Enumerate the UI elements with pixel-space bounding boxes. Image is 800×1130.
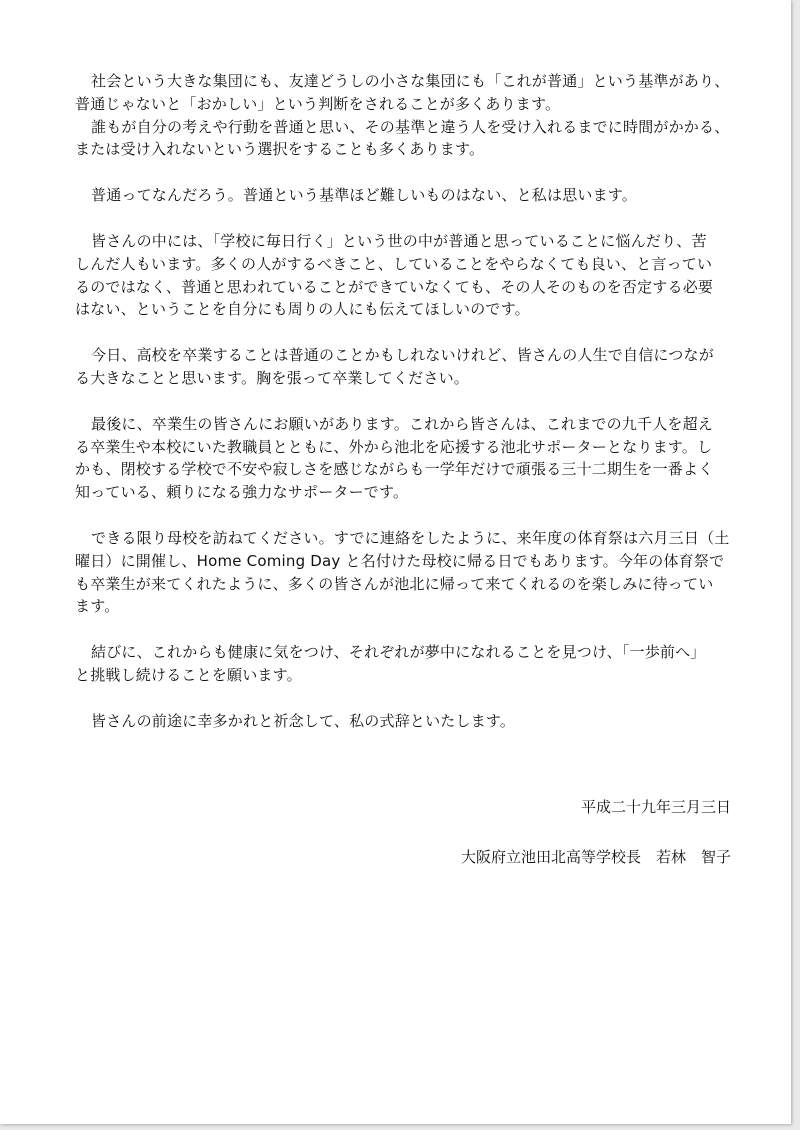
text-line: 普通ってなんだろう。普通という基準ほど難しいものはない、と私は思います。 — [91, 186, 638, 205]
text-line: 最後に、卒業生の皆さんにお願いがあります。これから皆さんは、これまでの九千人を超え — [91, 414, 714, 433]
text-line: できる限り母校を訪ねてください。すでに連絡をしたように、来年度の体育祭は六月三日（土 — [91, 528, 730, 547]
speech-body — [75, 70, 750, 733]
signature — [461, 846, 731, 867]
document-date: 平成二十九年三月三日 — [580, 798, 731, 816]
paragraph-6 — [75, 527, 750, 618]
paragraph-5 — [75, 413, 750, 504]
text-line: 結びに、これからも健康に気をつけ、それぞれが夢中になれることを見つけ、「一歩前へ」 — [91, 643, 706, 662]
paragraph-3 — [75, 230, 750, 321]
text-line: る卒業生や本校にいた教職員とともに、外から池北を応援する池北サポーターとなります。し — [75, 437, 713, 456]
text-line: 誰もが自分の考えや行動を普通と思い、その基準と違う人を受け入れるまでに時間がかかる、 — [91, 117, 730, 136]
text-line: るのではなく、普通と思われていることができていなくても、その人そのものを否定する必要 — [75, 277, 714, 296]
paragraph-4 — [75, 344, 750, 390]
text-line: 知っている、頼りになる強力なサポーターです。 — [75, 483, 409, 502]
signature-spacer — [641, 848, 656, 866]
text-line: かも、閉校する学校で不安や寂しさを感じながらも一学年だけで頑張る三十二期生を一番よく — [75, 460, 714, 479]
text-line: と挑戦し続けることを願います。 — [75, 665, 302, 684]
text-line: も卒業生が来てくれたように、多くの皆さんが池北に帰って来てくれるのを楽しみに待ってい — [75, 574, 714, 593]
text-line: 皆さんの中には、「学校に毎日行く」という世の中が普通と思っていることに悩んだり、苦 — [91, 231, 707, 250]
text-line: ます。 — [75, 597, 120, 616]
text-line: 曜日）に開催し、Home Coming Day と名付けた母校に帰る日でもあります。今年の体育祭で — [75, 551, 725, 570]
text-line: る大きなことと思います。胸を張って卒業してください。 — [75, 368, 470, 387]
text-line: はない、ということを自分にも周りの人にも伝えてほしいのです。 — [75, 300, 530, 319]
paragraph-2 — [75, 184, 750, 207]
text-line: または受け入れないという選択をすることも多くあります。 — [75, 140, 485, 159]
signature-title: 大阪府立池田北高等学校長 — [460, 848, 641, 866]
paragraph-1 — [75, 70, 750, 161]
text-line: しんだ人もいます。多くの人がするべきこと、していることをやらなくても良い、と言ってい — [75, 254, 713, 273]
text-line: 皆さんの前途に幸多かれと祈念して、私の式辞といたします。 — [91, 711, 516, 730]
text-line: 今日、高校を卒業することは普通のことかもしれないけれど、皆さんの人生で自信につなが — [91, 346, 714, 365]
signature-name: 若林 智子 — [655, 848, 731, 866]
paragraph-8 — [75, 710, 750, 733]
paragraph-7 — [75, 641, 750, 687]
text-line: 社会という大きな集団にも、友達どうしの小さな集団にも「これが普通」という基準があり、 — [91, 72, 730, 90]
text-line: 普通じゃないと「おかしい」という判断をされることが多くあります。 — [75, 94, 561, 113]
